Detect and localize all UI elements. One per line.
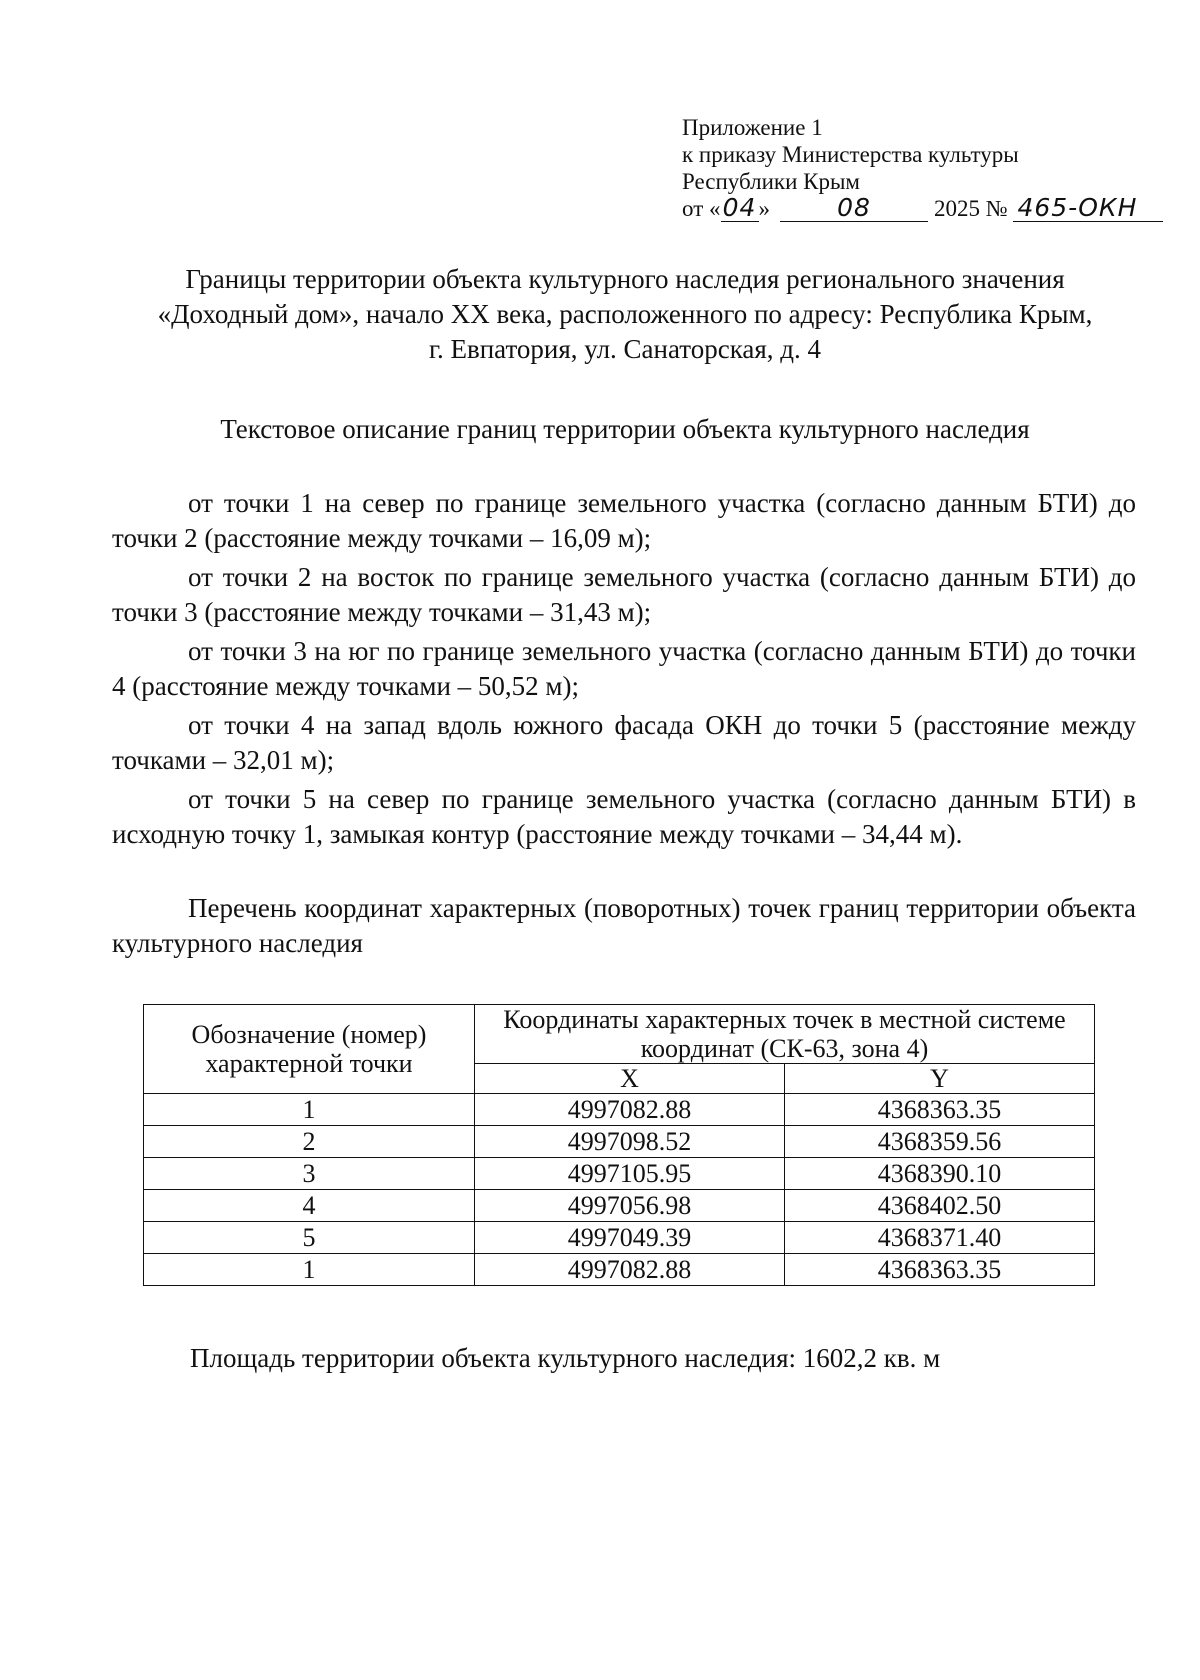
coordinates-intro: Перечень координат характерных (поворотных) точек границ территории объекта культурного наследия: [112, 893, 1136, 958]
cell-point: 1: [144, 1094, 475, 1126]
title-line-3: г. Евпатория, ул. Санаторская, д. 4: [428, 334, 822, 364]
boundary-paragraph: от точки 5 на север по границе земельного участка (согласно данным БТИ) в исходную точку 1, замыкая контур (расстояние между точками – 34,44 м).: [112, 784, 1136, 849]
territory-area: Площадь территории объекта культурного наследия: 1602,2 кв. м: [190, 1343, 941, 1373]
order-number: 465-ОКН: [1013, 195, 1163, 222]
cell-x: 4997056.98: [475, 1190, 785, 1222]
table-row: [144, 1094, 1095, 1126]
appendix-order-ref: к приказу Министерства культуры: [682, 142, 1019, 167]
cell-x: 4997049.39: [475, 1222, 785, 1254]
table-row: [144, 1126, 1095, 1158]
boundary-paragraph: от точки 2 на восток по границе земельного участка (согласно данным БТИ) до точки 3 (расстояние между точками – 31,43 м);: [112, 562, 1136, 627]
coordinates-table: [143, 1004, 1095, 1286]
boundary-paragraph: от точки 1 на север по границе земельного участка (согласно данным БТИ) до точки 2 (расстояние между точками – 16,09 м);: [112, 488, 1136, 553]
cell-x: 4997082.88: [475, 1254, 785, 1286]
appendix-date-line: [682, 195, 1162, 222]
table-row: [144, 1190, 1095, 1222]
cell-y: 4368363.35: [784, 1094, 1094, 1126]
title-line-2: «Доходный дом», начало XX века, расположенного по адресу: Республика Крым,: [157, 299, 1093, 329]
cell-y: 4368359.56: [784, 1126, 1094, 1158]
date-close: »: [758, 196, 770, 221]
description-heading: Текстовое описание границ территории объекта культурного наследия: [220, 414, 1030, 444]
cell-x: 4997098.52: [475, 1126, 785, 1158]
table-row: [144, 1158, 1095, 1190]
table-row: [144, 1222, 1095, 1254]
header-point: Обозначение (номер) характерной точки: [144, 1005, 475, 1094]
boundary-paragraph: от точки 4 на запад вдоль южного фасада ОКН до точки 5 (расстояние между точками – 32,01 м);: [112, 710, 1136, 775]
cell-x: 4997105.95: [475, 1158, 785, 1190]
header-coords: Координаты характерных точек в местной системе координат (СК-63, зона 4): [475, 1005, 1095, 1064]
cell-x: 4997082.88: [475, 1094, 785, 1126]
title-line-1: Границы территории объекта культурного наследия регионального значения: [185, 264, 1065, 294]
cell-point: 1: [144, 1254, 475, 1286]
table-row: [144, 1254, 1095, 1286]
cell-y: 4368402.50: [784, 1190, 1094, 1222]
date-day: 04: [721, 195, 759, 222]
date-month: 08: [780, 195, 928, 222]
cell-point: 3: [144, 1158, 475, 1190]
cell-point: 5: [144, 1222, 475, 1254]
cell-y: 4368363.35: [784, 1254, 1094, 1286]
appendix-block: [682, 114, 1162, 222]
date-year-no: 2025 №: [934, 196, 1008, 221]
cell-y: 4368371.40: [784, 1222, 1094, 1254]
boundary-description: [112, 486, 1136, 856]
appendix-republic: Республики Крым: [682, 169, 860, 194]
date-prefix: от «: [682, 196, 721, 221]
boundary-paragraph: от точки 3 на юг по границе земельного участка (согласно данным БТИ) до точки 4 (расстояние между точками – 50,52 м);: [112, 636, 1136, 701]
cell-y: 4368390.10: [784, 1158, 1094, 1190]
document-title: [110, 262, 1140, 367]
header-y: Y: [784, 1064, 1094, 1094]
appendix-label: Приложение 1: [682, 115, 823, 140]
cell-point: 2: [144, 1126, 475, 1158]
header-x: X: [475, 1064, 785, 1094]
cell-point: 4: [144, 1190, 475, 1222]
